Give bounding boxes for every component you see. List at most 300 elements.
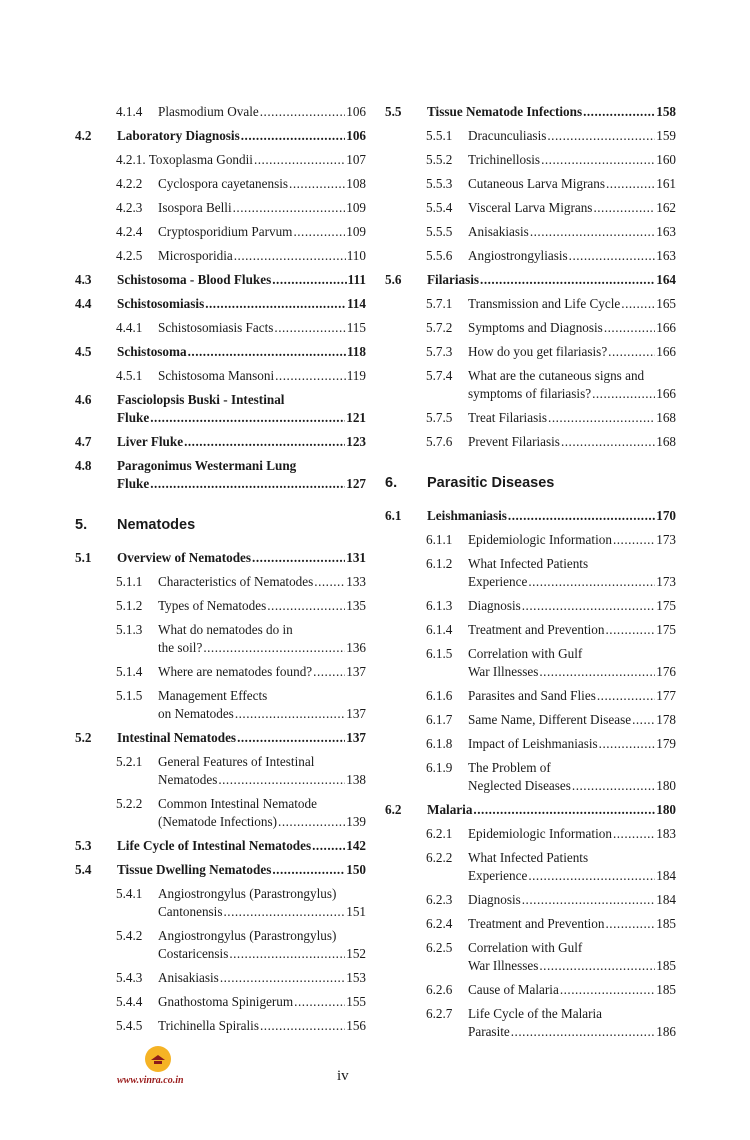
page-ref[interactable]: 107 [346, 152, 366, 167]
section-number: 5.1.3 [116, 622, 143, 637]
toc-section[interactable] [75, 433, 366, 451]
section-title: symptoms of filariasis? [468, 386, 592, 401]
toc-section[interactable] [75, 343, 366, 361]
page-ref[interactable]: 178 [656, 712, 676, 727]
page-ref[interactable]: 121 [346, 410, 366, 425]
dot-leader [184, 433, 345, 451]
section-title: the soil? [158, 640, 203, 655]
section-title: War Illnesses [468, 664, 539, 679]
section-title: Correlation with Gulf [468, 940, 583, 955]
section-number: 6.2.7 [426, 1006, 453, 1021]
toc-subsection[interactable] [75, 885, 366, 921]
page-ref[interactable]: 175 [656, 598, 676, 613]
toc-section[interactable] [75, 295, 366, 313]
page-ref[interactable]: 166 [656, 344, 676, 359]
page-ref[interactable]: 135 [346, 598, 366, 613]
dot-leader [278, 813, 345, 831]
section-title: Angiostrongylus (Parastrongylus) [158, 928, 337, 943]
dot-leader [150, 409, 345, 427]
page-ref[interactable]: 155 [346, 994, 366, 1009]
page-ref[interactable]: 166 [656, 386, 676, 401]
dot-leader [530, 223, 655, 241]
page-ref[interactable]: 185 [656, 916, 676, 931]
toc-section[interactable] [75, 729, 366, 747]
toc-subsection[interactable] [385, 127, 676, 145]
toc-subsection[interactable] [385, 223, 676, 241]
section-number: 5.5.6 [426, 248, 453, 263]
page-ref[interactable]: 162 [656, 200, 676, 215]
graduation-cap-icon [145, 1046, 171, 1072]
page-ref[interactable]: 139 [346, 814, 366, 829]
toc-subsection[interactable] [385, 687, 676, 705]
publisher-url[interactable]: www.vinra.co.in [117, 1075, 184, 1086]
toc-subsection[interactable] [75, 621, 366, 657]
page-ref[interactable]: 109 [346, 224, 366, 239]
section-number: 6.2 [385, 802, 402, 817]
section-title: (Nematode Infections) [158, 814, 278, 829]
page-ref[interactable]: 137 [346, 730, 366, 745]
section-number: 4.2 [75, 128, 92, 143]
page-ref[interactable]: 153 [346, 970, 366, 985]
section-number: 5.4.2 [116, 928, 143, 943]
page-ref[interactable]: 168 [656, 410, 676, 425]
dot-leader [254, 151, 345, 169]
section-title: Same Name, Different Disease [468, 712, 632, 727]
section-title: What do nematodes do in [158, 622, 293, 637]
page-ref[interactable]: 184 [656, 892, 676, 907]
toc-subsection[interactable] [385, 175, 676, 193]
section-number: 5.2.2 [116, 796, 143, 811]
page-ref[interactable]: 184 [656, 868, 676, 883]
section-title: Experience [468, 868, 528, 883]
toc-subsection[interactable] [385, 891, 676, 909]
section-title: Neglected Diseases [468, 778, 571, 793]
toc-subsection[interactable] [75, 319, 366, 337]
page-ref[interactable]: 151 [346, 904, 366, 919]
dot-leader [528, 573, 655, 591]
section-title: Leishmaniasis [427, 508, 507, 523]
toc-subsection[interactable] [75, 795, 366, 831]
toc-subsection[interactable] [385, 759, 676, 795]
dot-leader [593, 199, 655, 217]
section-title: Common Intestinal Nematode [158, 796, 317, 811]
section-number: 4.8 [75, 458, 92, 473]
page-ref[interactable]: 158 [656, 104, 676, 119]
toc-subsection[interactable] [385, 825, 676, 843]
section-number: 5.2 [75, 730, 92, 745]
dot-leader [548, 409, 655, 427]
page-number: iv [337, 1068, 349, 1084]
section-number: 5.5.3 [426, 176, 453, 191]
section-title: Treatment and Prevention [468, 916, 605, 931]
toc-subsection[interactable] [385, 409, 676, 427]
section-title: Paragonimus Westermani Lung [117, 458, 297, 473]
dot-leader [522, 597, 655, 615]
toc-subsection[interactable] [385, 531, 676, 549]
toc-subsection[interactable] [75, 367, 366, 385]
section-title: Plasmodium Ovale [158, 104, 259, 119]
section-number: 6.2.2 [426, 850, 453, 865]
chapter-number: 5. [75, 517, 88, 533]
section-title: Angiostrongylus (Parastrongylus) [158, 886, 337, 901]
dot-leader [233, 199, 346, 217]
dot-leader [260, 1017, 345, 1035]
toc-section[interactable] [75, 271, 366, 289]
section-title: Trichinella Spiralis [158, 1018, 259, 1033]
dot-leader [508, 507, 655, 525]
dot-leader [294, 993, 345, 1011]
section-number: 5.4 [75, 862, 92, 877]
page-ref[interactable]: 180 [656, 778, 676, 793]
section-title: Cryptosporidium Parvum [158, 224, 293, 239]
section-title: Schistosomiasis Facts [158, 320, 274, 335]
page-ref[interactable]: 108 [346, 176, 366, 191]
section-number: 4.2.3 [116, 200, 143, 215]
section-title: Schistosomiasis [117, 296, 205, 311]
section-title: Experience [468, 574, 528, 589]
toc-section[interactable] [75, 457, 366, 493]
toc-subsection[interactable] [75, 223, 366, 241]
dot-leader [632, 711, 655, 729]
toc-subsection[interactable] [385, 343, 676, 361]
section-title: Cutaneous Larva Migrans [468, 176, 605, 191]
toc-section[interactable] [75, 861, 366, 879]
dot-leader [528, 867, 655, 885]
section-title: Malaria [427, 802, 473, 817]
toc-section[interactable] [75, 127, 366, 145]
section-title: Fluke [117, 410, 150, 425]
section-title: Isospora Belli [158, 200, 232, 215]
dot-leader [606, 621, 656, 639]
dot-leader [272, 271, 346, 289]
toc-subsection[interactable] [385, 247, 676, 265]
section-number: 5.5.4 [426, 200, 453, 215]
section-number: 5.6 [385, 272, 402, 287]
chapter-title: Nematodes [117, 517, 196, 533]
toc-section[interactable] [75, 837, 366, 855]
section-title: Schistosoma Mansoni [158, 368, 275, 383]
page-ref[interactable]: 114 [346, 296, 366, 311]
page-ref[interactable]: 136 [346, 640, 366, 655]
page-ref[interactable]: 118 [346, 344, 366, 359]
page-ref[interactable]: 161 [656, 176, 676, 191]
toc-subsection[interactable] [75, 573, 366, 591]
section-number: 5.1 [75, 550, 92, 565]
section-number: 6.1.8 [426, 736, 453, 751]
page-ref[interactable]: 163 [656, 248, 676, 263]
page-ref[interactable]: 152 [346, 946, 366, 961]
page-ref[interactable]: 131 [346, 550, 366, 565]
section-title: Where are nematodes found? [158, 664, 313, 679]
dot-leader [613, 531, 655, 549]
toc-subsection[interactable] [385, 735, 676, 753]
page-ref[interactable]: 137 [346, 664, 366, 679]
page-ref[interactable]: 185 [656, 982, 676, 997]
page-ref[interactable]: 166 [656, 320, 676, 335]
dot-leader [252, 549, 345, 567]
section-title: What Infected Patients [468, 556, 589, 571]
toc-subsection[interactable] [385, 915, 676, 933]
toc-section[interactable] [385, 507, 676, 525]
dot-leader [621, 295, 655, 313]
section-title: Costaricensis [158, 946, 229, 961]
page-ref[interactable]: 150 [346, 862, 366, 877]
toc-right-column [385, 103, 676, 1047]
page-ref[interactable]: 115 [346, 320, 366, 335]
toc-subsection[interactable] [75, 247, 366, 265]
section-title: War Illnesses [468, 958, 539, 973]
section-number: 5.5.2 [426, 152, 453, 167]
toc-subsection[interactable] [385, 151, 676, 169]
section-title: Epidemiologic Information [468, 826, 612, 841]
dot-leader [599, 735, 656, 753]
page-ref[interactable]: 185 [656, 958, 676, 973]
section-title: Epidemiologic Information [468, 532, 612, 547]
toc-subsection[interactable] [385, 367, 676, 403]
section-title: Fluke [117, 476, 150, 491]
section-number: 4.4 [75, 296, 92, 311]
section-title: Prevent Filariasis [468, 434, 560, 449]
section-title: Diagnosis [468, 598, 521, 613]
publisher-logo[interactable] [117, 1046, 197, 1086]
section-title: Treatment and Prevention [468, 622, 605, 637]
section-number: 5.1.4 [116, 664, 143, 679]
dot-leader [267, 597, 345, 615]
section-number: 5.7.1 [426, 296, 453, 311]
section-number: 6.2.1 [426, 826, 453, 841]
page-ref[interactable]: 168 [656, 434, 676, 449]
toc-subsection[interactable] [75, 151, 366, 169]
page-ref[interactable]: 127 [346, 476, 366, 491]
toc-subsection[interactable] [75, 175, 366, 193]
toc-section[interactable] [75, 549, 366, 567]
page-ref[interactable]: 133 [346, 574, 366, 589]
toc-subsection[interactable] [75, 687, 366, 723]
toc-section[interactable] [385, 271, 676, 289]
section-title: Anisakiasis [158, 970, 219, 985]
dot-leader [293, 223, 345, 241]
dot-leader [275, 367, 346, 385]
section-number: 6.1.3 [426, 598, 453, 613]
section-number: 4.4.1 [116, 320, 143, 335]
page-ref[interactable]: 163 [656, 224, 676, 239]
section-title: Types of Nematodes [158, 598, 267, 613]
toc-subsection[interactable] [75, 927, 366, 963]
section-number: 4.5 [75, 344, 92, 359]
dot-leader [539, 957, 655, 975]
page-ref[interactable]: 123 [346, 434, 366, 449]
dot-leader [235, 705, 345, 723]
section-number: 6.2.4 [426, 916, 453, 931]
dot-leader [289, 175, 345, 193]
page-ref[interactable]: 164 [656, 272, 676, 287]
page-ref[interactable]: 159 [656, 128, 676, 143]
page-ref[interactable]: 180 [656, 802, 676, 817]
section-title: How do you get filariasis? [468, 344, 608, 359]
dot-leader [539, 663, 655, 681]
section-title: Parasites and Sand Flies [468, 688, 596, 703]
section-number: 6.2.3 [426, 892, 453, 907]
page-ref[interactable]: 106 [346, 128, 366, 143]
section-number: 4.7 [75, 434, 92, 449]
section-title: What are the cutaneous signs and [468, 368, 645, 383]
section-title: Angiostrongyliasis [468, 248, 568, 263]
section-number: 5.7.5 [426, 410, 453, 425]
page-ref[interactable]: 156 [346, 1018, 366, 1033]
section-number: 5.7.2 [426, 320, 453, 335]
section-title: Correlation with Gulf [468, 646, 583, 661]
section-title: Management Effects [158, 688, 268, 703]
dot-leader [203, 639, 345, 657]
page-ref[interactable]: 173 [656, 532, 676, 547]
dot-leader [592, 385, 655, 403]
toc-subsection[interactable] [75, 969, 366, 987]
section-number: 5.5 [385, 104, 402, 119]
section-number: 5.4.5 [116, 1018, 143, 1033]
page-ref[interactable]: 111 [347, 272, 366, 287]
dot-leader [234, 247, 346, 265]
page-ref[interactable]: 165 [656, 296, 676, 311]
section-number: 5.5.5 [426, 224, 453, 239]
chapter-heading[interactable] [385, 473, 676, 493]
page-ref[interactable]: 138 [346, 772, 366, 787]
section-number: 6.1.2 [426, 556, 453, 571]
section-number: 4.2.5 [116, 248, 143, 263]
section-title: Visceral Larva Migrans [468, 200, 593, 215]
toc-subsection[interactable] [385, 711, 676, 729]
dot-leader [572, 777, 655, 795]
section-title: Intestinal Nematodes [117, 730, 237, 745]
dot-leader [188, 343, 346, 361]
dot-leader [314, 573, 345, 591]
section-number: 5.7.3 [426, 344, 453, 359]
page-ref[interactable]: 186 [656, 1024, 676, 1039]
toc-subsection[interactable] [385, 939, 676, 975]
section-title: Symptoms and Diagnosis [468, 320, 603, 335]
page-ref[interactable]: 137 [346, 706, 366, 721]
section-title: The Problem of [468, 760, 551, 775]
toc-subsection[interactable] [385, 849, 676, 885]
dot-leader [150, 475, 345, 493]
dot-leader [604, 319, 655, 337]
toc-subsection[interactable] [75, 597, 366, 615]
toc-subsection[interactable] [75, 993, 366, 1011]
toc-subsection[interactable] [385, 597, 676, 615]
toc-section[interactable] [385, 801, 676, 819]
toc-subsection[interactable] [75, 1017, 366, 1035]
dot-leader [560, 981, 655, 999]
section-number: 5.1.2 [116, 598, 143, 613]
dot-leader [473, 801, 655, 819]
dot-leader [583, 103, 655, 121]
page-ref[interactable]: 142 [346, 838, 366, 853]
section-number: 4.2.2 [116, 176, 143, 191]
toc-section[interactable] [75, 391, 366, 427]
section-number: 4.3 [75, 272, 92, 287]
section-title: Trichinellosis [468, 152, 541, 167]
page-ref[interactable]: 106 [346, 104, 366, 119]
section-title: Schistosoma - Blood Flukes [117, 272, 272, 287]
section-number: 5.4.4 [116, 994, 143, 1009]
toc-subsection[interactable] [75, 753, 366, 789]
section-title: Transmission and Life Cycle [468, 296, 621, 311]
toc-subsection[interactable] [75, 103, 366, 121]
section-number: 6.1.6 [426, 688, 453, 703]
page-ref[interactable]: 183 [656, 826, 676, 841]
page-ref[interactable]: 173 [656, 574, 676, 589]
section-title: Impact of Leishmaniasis [468, 736, 598, 751]
chapter-title: Parasitic Diseases [427, 475, 555, 491]
toc-subsection[interactable] [385, 981, 676, 999]
section-title: Cause of Malaria [468, 982, 559, 997]
toc-subsection[interactable] [385, 433, 676, 451]
section-title: Parasite [468, 1024, 510, 1039]
section-title: Life Cycle of Intestinal Nematodes [117, 838, 312, 853]
page-ref[interactable]: 119 [346, 368, 366, 383]
dot-leader [205, 295, 346, 313]
dot-leader [480, 271, 655, 289]
section-title: Gnathostoma Spinigerum [158, 994, 294, 1009]
toc-subsection[interactable] [385, 1005, 676, 1041]
section-number: 6.2.6 [426, 982, 453, 997]
dot-leader [597, 687, 655, 705]
chapter-heading[interactable] [75, 515, 366, 535]
toc-subsection[interactable] [385, 555, 676, 591]
page-ref[interactable]: 176 [656, 664, 676, 679]
toc-section[interactable] [385, 103, 676, 121]
page-ref[interactable]: 160 [656, 152, 676, 167]
section-number: 5.2.1 [116, 754, 143, 769]
dot-leader [312, 837, 345, 855]
section-number: 6.1 [385, 508, 402, 523]
dot-leader [229, 945, 345, 963]
page-ref[interactable]: 177 [656, 688, 676, 703]
toc-subsection[interactable] [385, 621, 676, 639]
chapter-number: 6. [385, 475, 398, 491]
toc-left-column [75, 103, 366, 1041]
section-number: 6.1.1 [426, 532, 453, 547]
section-title: Life Cycle of the Malaria [468, 1006, 603, 1021]
section-title: General Features of Intestinal [158, 754, 315, 769]
section-title: Cyclospora cayetanensis [158, 176, 289, 191]
dot-leader [241, 127, 345, 145]
page-ref[interactable]: 175 [656, 622, 676, 637]
page-ref[interactable]: 110 [346, 248, 366, 263]
page-ref[interactable]: 179 [656, 736, 676, 751]
page-ref[interactable]: 109 [346, 200, 366, 215]
section-number: 5.5.1 [426, 128, 453, 143]
toc-subsection[interactable] [75, 199, 366, 217]
toc-subsection[interactable] [385, 645, 676, 681]
section-title: Laboratory Diagnosis [117, 128, 240, 143]
dot-leader [223, 903, 345, 921]
page-ref[interactable]: 170 [656, 508, 676, 523]
section-number: 5.7.4 [426, 368, 453, 383]
toc-subsection[interactable] [75, 663, 366, 681]
dot-leader [220, 969, 345, 987]
section-number: 5.7.6 [426, 434, 453, 449]
section-number: 4.6 [75, 392, 92, 407]
dot-leader [511, 1023, 655, 1041]
toc-subsection[interactable] [385, 319, 676, 337]
toc-subsection[interactable] [385, 199, 676, 217]
section-title: Characteristics of Nematodes [158, 574, 314, 589]
dot-leader [541, 151, 655, 169]
section-title: 4.2.1. Toxoplasma Gondii [116, 152, 253, 167]
section-title: Dracunculiasis [468, 128, 547, 143]
section-title: Diagnosis [468, 892, 521, 907]
toc-subsection[interactable] [385, 295, 676, 313]
